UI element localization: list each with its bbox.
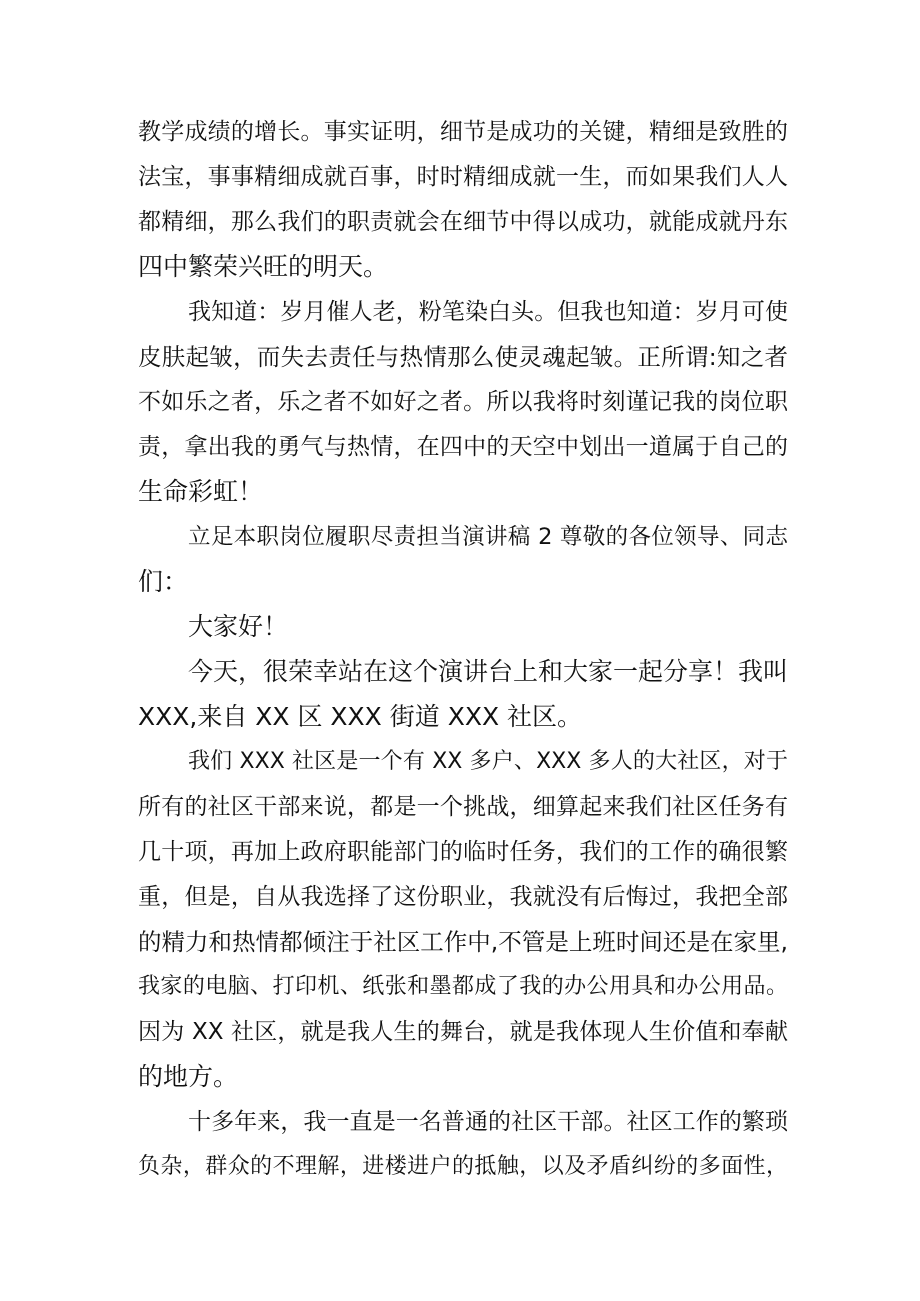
text-line: XXX,来自 XX 区 XXX 街道 XXX 社区。 [138,702,583,731]
text-line: 今天，很荣幸站在这个演讲台上和大家一起分享！我叫 [188,657,789,686]
text-line: 因为 XX 社区，就是我人生的舞台，就是我体现人生价值和奉献 [138,1019,788,1045]
text-line: 责，拿出我的勇气与热情，在四中的天空中划出一道属于自己的 [138,434,788,460]
text-line: 十多年来，我一直是一名普通的社区干部。社区工作的繁琐 [188,1109,788,1135]
text-line: 教学成绩的增长。事实证明，细节是成功的关键，精细是致胜的 [138,119,788,145]
text-line: 生命彩虹！ [138,477,264,506]
text-line: 几十项，再加上政府职能部门的临时任务，我们的工作的确很繁 [138,839,788,865]
text-line: 我们 XXX 社区是一个有 XX 多户、XXX 多人的大社区，对于 [188,749,788,774]
text-line: 负杂，群众的不理解，进楼进户的抵触，以及矛盾纠纷的多面性， [138,1154,788,1179]
text-line: 我知道：岁月催人老，粉笔染白头。但我也知道：岁月可使 [188,299,788,325]
text-line: 法宝，事事精细成就百事，时时精细成就一生，而如果我们人人 [138,164,788,190]
text-line: 重，但是，自从我选择了这份职业，我就没有后悔过，我把全部 [138,884,788,910]
text-line: 的地方。 [138,1062,239,1091]
text-line: 所有的社区干部来说，都是一个挑战，细算起来我们社区任务有 [138,794,788,820]
text-line: 立足本职岗位履职尽责担当演讲稿 2 尊敬的各位领导、同志 [188,524,788,550]
text-line: 的精力和热情都倾注于社区工作中,不管是上班时间还是在家里, [138,928,788,956]
text-line: 不如乐之者，乐之者不如好之者。所以我将时刻谨记我的岗位职 [138,389,788,415]
text-line: 大家好！ [188,612,289,641]
text-line: 都精细，那么我们的职责就会在细节中得以成功，就能成就丹东 [138,209,788,235]
text-line: 四中繁荣兴旺的明天。 [138,252,389,281]
text-line: 我家的电脑、打印机、纸张和墨都成了我的办公用具和办公用品。 [138,974,788,999]
text-line: 们： [138,567,189,596]
text-line: 皮肤起皱，而失去责任与热情那么使灵魂起皱。正所谓:知之者 [138,343,788,371]
